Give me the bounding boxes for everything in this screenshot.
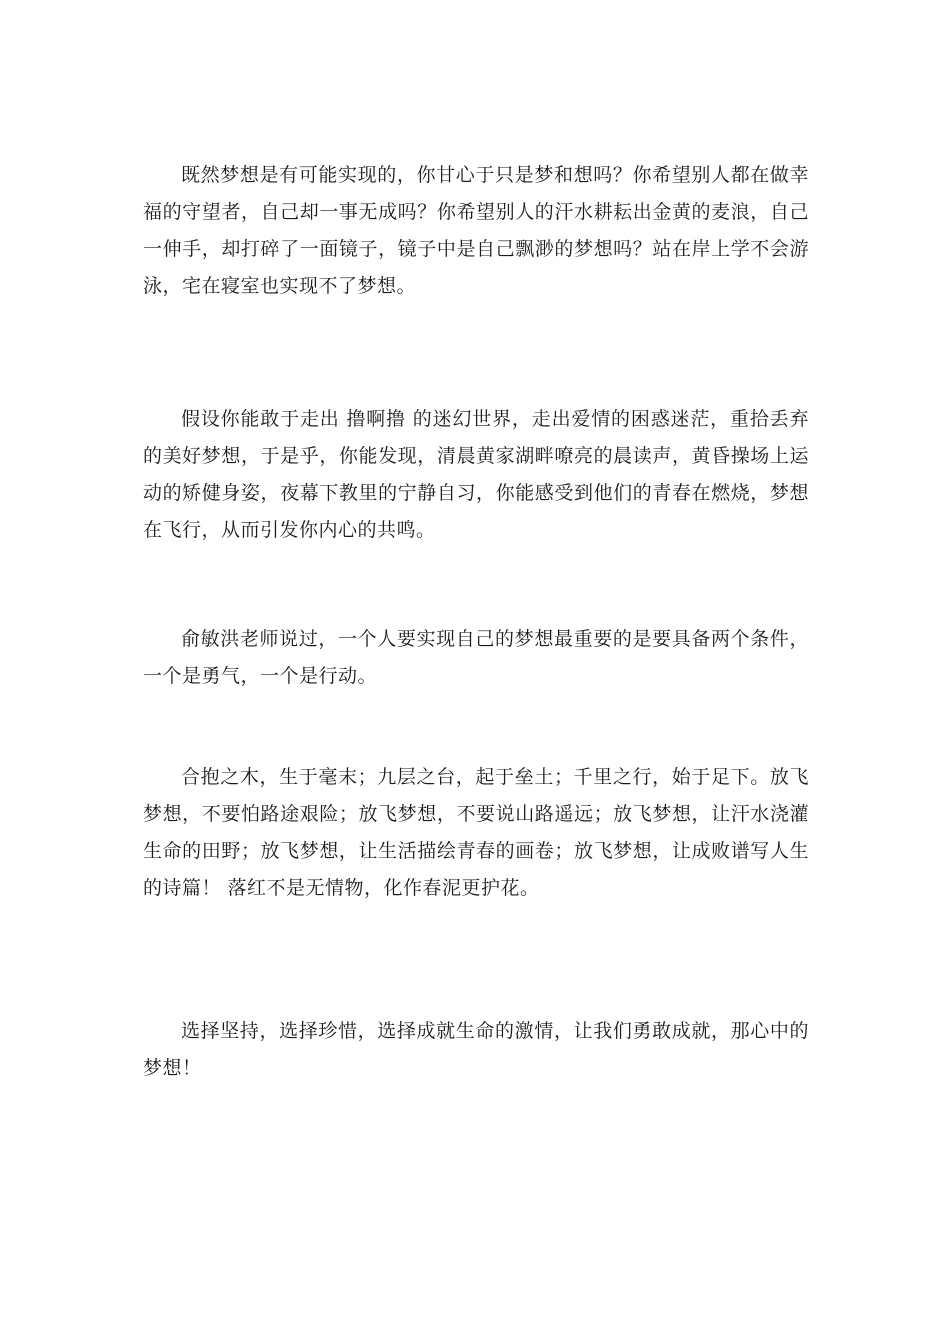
- paragraph-courage-action: 俞敏洪老师说过，一个人要实现自己的梦想最重要的是要具备两个条件，一个是勇气，一个是行动。: [143, 628, 809, 687]
- paragraph-dream-possible: 既然梦想是有可能实现的，你甘心于只是梦和想吗？你希望别人都在做幸福的守望者，自己却一事无成吗？你希望别人的汗水耕耘出金黄的麦浪，自己一伸手，却打碎了一面镜子，镜子中是自己飘渺的梦想吗？站在岸上学不会游泳，宅在寝室也实现不了梦想。: [143, 164, 809, 297]
- paragraph-fly-dream: 合抱之木，生于毫末；九层之台，起于垒土；千里之行，始于足下。放飞梦想，不要怕路途艰险；放飞梦想，不要说山路遥远；放飞梦想，让汗水浇灌生命的田野；放飞梦想，让生活描绘青春的画卷；放飞梦想，让成败谱写人生的诗篇！ 落红不是无情物，化作春泥更护花。: [143, 766, 809, 899]
- paragraph-leave-illusion: 假设你能敢于走出 撸啊撸 的迷幻世界，走出爱情的困惑迷茫，重拾丢弃的美好梦想，于是乎，你能发现，清晨黄家湖畔嘹亮的晨读声，黄昏操场上运动的矫健身姿，夜幕下教里的宁静自习，你能感受到他们的青春在燃烧，梦想在飞行，从而引发你内心的共鸣。: [143, 408, 809, 541]
- paragraph-choose-persist: 选择坚持，选择珍惜，选择成就生命的激情，让我们勇敢成就，那心中的梦想！: [143, 1020, 809, 1079]
